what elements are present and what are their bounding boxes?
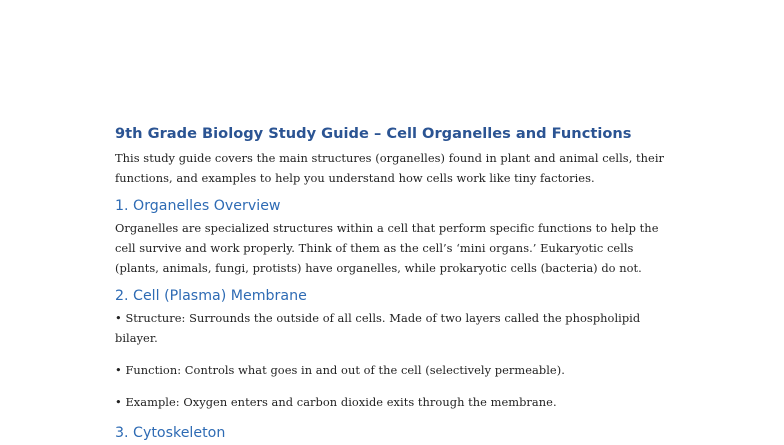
section-heading: 3. Cytoskeleton — [115, 425, 226, 441]
bullet-example: • Example: Oxygen enters and carbon dioxide exits through the membrane. — [115, 395, 557, 409]
section-paragraph: Organelles are specialized structures within a cell that perform specific functions to help the cell survive and work properly. Think of them as the cell’s ‘mini organs.’ Eukaryotic cells (plants, animals, fungi, protists) have organelles, while prokaryotic cells (bacteria) do not. — [115, 221, 659, 275]
section-heading: 2. Cell (Plasma) Membrane — [115, 288, 307, 304]
section-organelles-overview — [115, 197, 675, 278]
document-page — [115, 124, 675, 445]
section-cell-membrane — [115, 287, 675, 412]
section-cytoskeleton — [115, 424, 675, 442]
section-heading: 1. Organelles Overview — [115, 198, 281, 214]
intro-paragraph: This study guide covers the main structures (organelles) found in plant and animal cells, their functions, and examples to help you understand how cells work like tiny factories. — [115, 151, 665, 185]
bullet-structure: • Structure: Surrounds the outside of all cells. Made of two layers called the phospholipid bilayer. — [115, 311, 641, 345]
document-title: 9th Grade Biology Study Guide – Cell Organelles and Functions — [115, 125, 632, 142]
bullet-function: • Function: Controls what goes in and out of the cell (selectively permeable). — [115, 363, 565, 377]
